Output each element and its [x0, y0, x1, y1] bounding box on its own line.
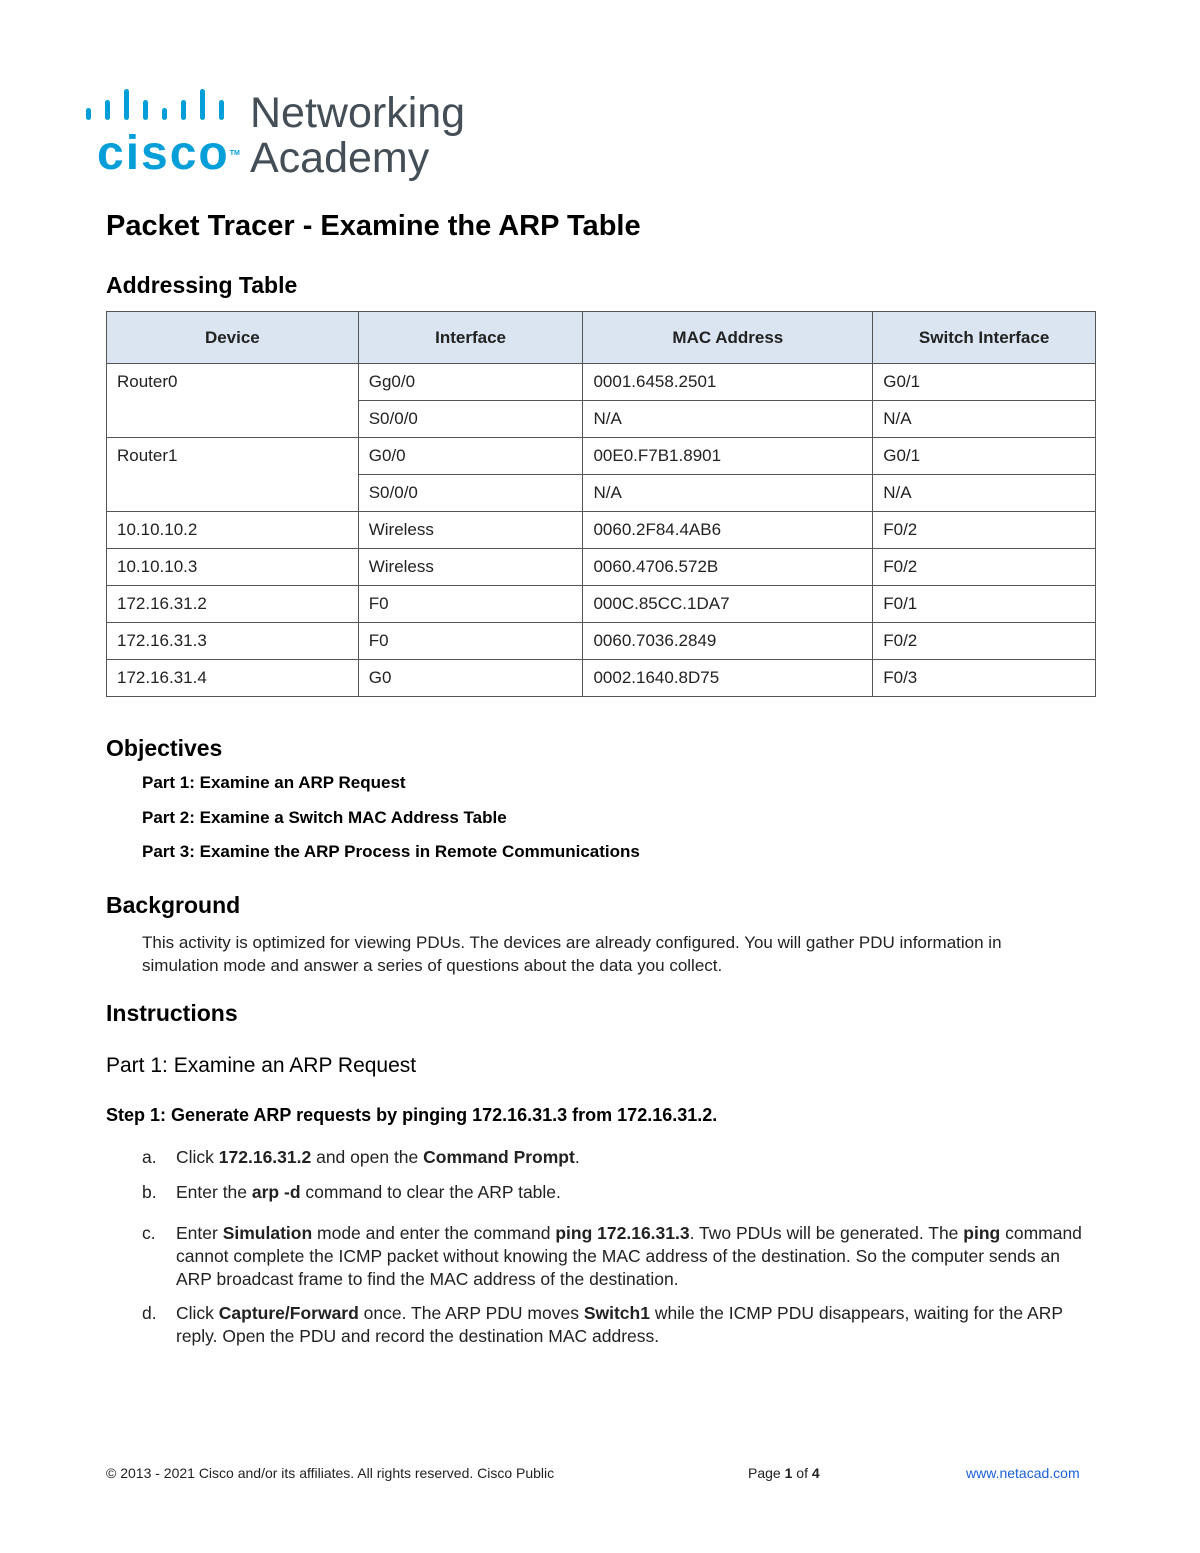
- cell-mac: 0001.6458.2501: [583, 364, 873, 401]
- table-row: [107, 364, 1096, 401]
- trademark-mark: TM: [229, 150, 240, 157]
- background-heading: Background: [106, 892, 241, 918]
- cell-device: Router1: [107, 438, 359, 512]
- cell-interface: Gg0/0: [358, 364, 583, 401]
- cell-mac: 0060.7036.2849: [583, 623, 873, 660]
- objective-item: Part 3: Examine the ARP Process in Remote Communications: [142, 842, 640, 861]
- header-mac-address: MAC Address: [583, 312, 873, 364]
- step1-substeps: [142, 1146, 1082, 1348]
- table-row: [107, 660, 1096, 697]
- substep-a: a. Click 172.16.31.2 and open the Command Prompt.: [142, 1147, 580, 1167]
- substep-d: d. Click Capture/Forward once. The ARP PDU moves Switch1 while the ICMP PDU disappears, waiting for the ARP reply. Open the PDU and record the destination MAC address.: [142, 1303, 1063, 1346]
- table-row: [107, 586, 1096, 623]
- table-row: [107, 512, 1096, 549]
- substep-marker: b.: [142, 1182, 157, 1202]
- cell-mac: N/A: [583, 401, 873, 438]
- substep-marker: d.: [142, 1303, 157, 1323]
- cell-switch-interface: G0/1: [873, 438, 1096, 475]
- cell-device: 172.16.31.2: [107, 586, 359, 623]
- cell-mac: 0002.1640.8D75: [583, 660, 873, 697]
- footer-page-number: Page 1 of 4: [748, 1465, 820, 1481]
- cell-interface: F0: [358, 623, 583, 660]
- table-header-row: [107, 312, 1096, 364]
- logo-networking-text: Networking: [250, 89, 466, 137]
- part1-heading: Part 1: Examine an ARP Request: [106, 1054, 417, 1077]
- table-row: [107, 623, 1096, 660]
- cell-switch-interface: F0/1: [873, 586, 1096, 623]
- table-row: [107, 549, 1096, 586]
- substep-b: b. Enter the arp -d command to clear the ARP table.: [142, 1182, 561, 1202]
- table-row: [107, 438, 1096, 475]
- cell-switch-interface: F0/3: [873, 660, 1096, 697]
- cell-mac: 0060.2F84.4AB6: [583, 512, 873, 549]
- substep-marker: a.: [142, 1147, 157, 1167]
- cisco-networking-academy-logo: [82, 88, 482, 183]
- cell-device: 10.10.10.2: [107, 512, 359, 549]
- header-switch-interface: Switch Interface: [873, 312, 1096, 364]
- cell-switch-interface: N/A: [873, 475, 1096, 512]
- background-text: This activity is optimized for viewing PDUs. The devices are already configured. You will gather PDU information in simulation mode and answer a series of questions about the data you collect.: [142, 933, 1002, 975]
- addressing-table: [106, 311, 1096, 697]
- cisco-wordmark: ciscoTM: [97, 127, 240, 180]
- instructions-heading: Instructions: [106, 1000, 238, 1026]
- header-interface: Interface: [358, 312, 583, 364]
- objectives-heading: Objectives: [106, 735, 223, 761]
- cell-switch-interface: F0/2: [873, 623, 1096, 660]
- logo-academy-text: Academy: [250, 134, 430, 182]
- cell-interface: F0: [358, 586, 583, 623]
- cell-mac: 0060.4706.572B: [583, 549, 873, 586]
- substep-c: c. Enter Simulation mode and enter the command ping 172.16.31.3. Two PDUs will be generated. The ping command cannot complete the ICMP packet without knowing the MAC address of the destination. So the computer sends an ARP broadcast frame to find the MAC address of the destination.: [142, 1223, 1082, 1289]
- cell-switch-interface: F0/2: [873, 512, 1096, 549]
- cell-interface: S0/0/0: [358, 475, 583, 512]
- objective-item: Part 2: Examine a Switch MAC Address Table: [142, 807, 507, 827]
- cell-interface: S0/0/0: [358, 401, 583, 438]
- cell-interface: G0: [358, 660, 583, 697]
- cell-mac: 00E0.F7B1.8901: [583, 438, 873, 475]
- objective-item: Part 1: Examine an ARP Request: [142, 773, 406, 792]
- footer-netacad-link[interactable]: www.netacad.com: [966, 1465, 1080, 1481]
- cell-switch-interface: F0/2: [873, 549, 1096, 586]
- cell-switch-interface: G0/1: [873, 364, 1096, 401]
- addressing-table-heading: Addressing Table: [106, 272, 298, 298]
- cell-device: 172.16.31.4: [107, 660, 359, 697]
- cell-switch-interface: N/A: [873, 401, 1096, 438]
- page-title: Packet Tracer - Examine the ARP Table: [106, 210, 641, 242]
- cell-device: 172.16.31.3: [107, 623, 359, 660]
- cell-mac: N/A: [583, 475, 873, 512]
- cisco-bars-icon: [82, 88, 242, 128]
- footer-copyright: © 2013 - 2021 Cisco and/or its affiliates. All rights reserved. Cisco Public: [106, 1465, 555, 1481]
- cell-device: 10.10.10.3: [107, 549, 359, 586]
- objectives-list: [142, 773, 640, 877]
- cell-device: Router0: [107, 364, 359, 438]
- cell-interface: Wireless: [358, 512, 583, 549]
- cell-interface: G0/0: [358, 438, 583, 475]
- cell-interface: Wireless: [358, 549, 583, 586]
- cell-mac: 000C.85CC.1DA7: [583, 586, 873, 623]
- substep-marker: c.: [142, 1223, 156, 1243]
- header-device: Device: [107, 312, 359, 364]
- step1-heading: Step 1: Generate ARP requests by pinging 172.16.31.3 from 172.16.31.2.: [106, 1105, 718, 1125]
